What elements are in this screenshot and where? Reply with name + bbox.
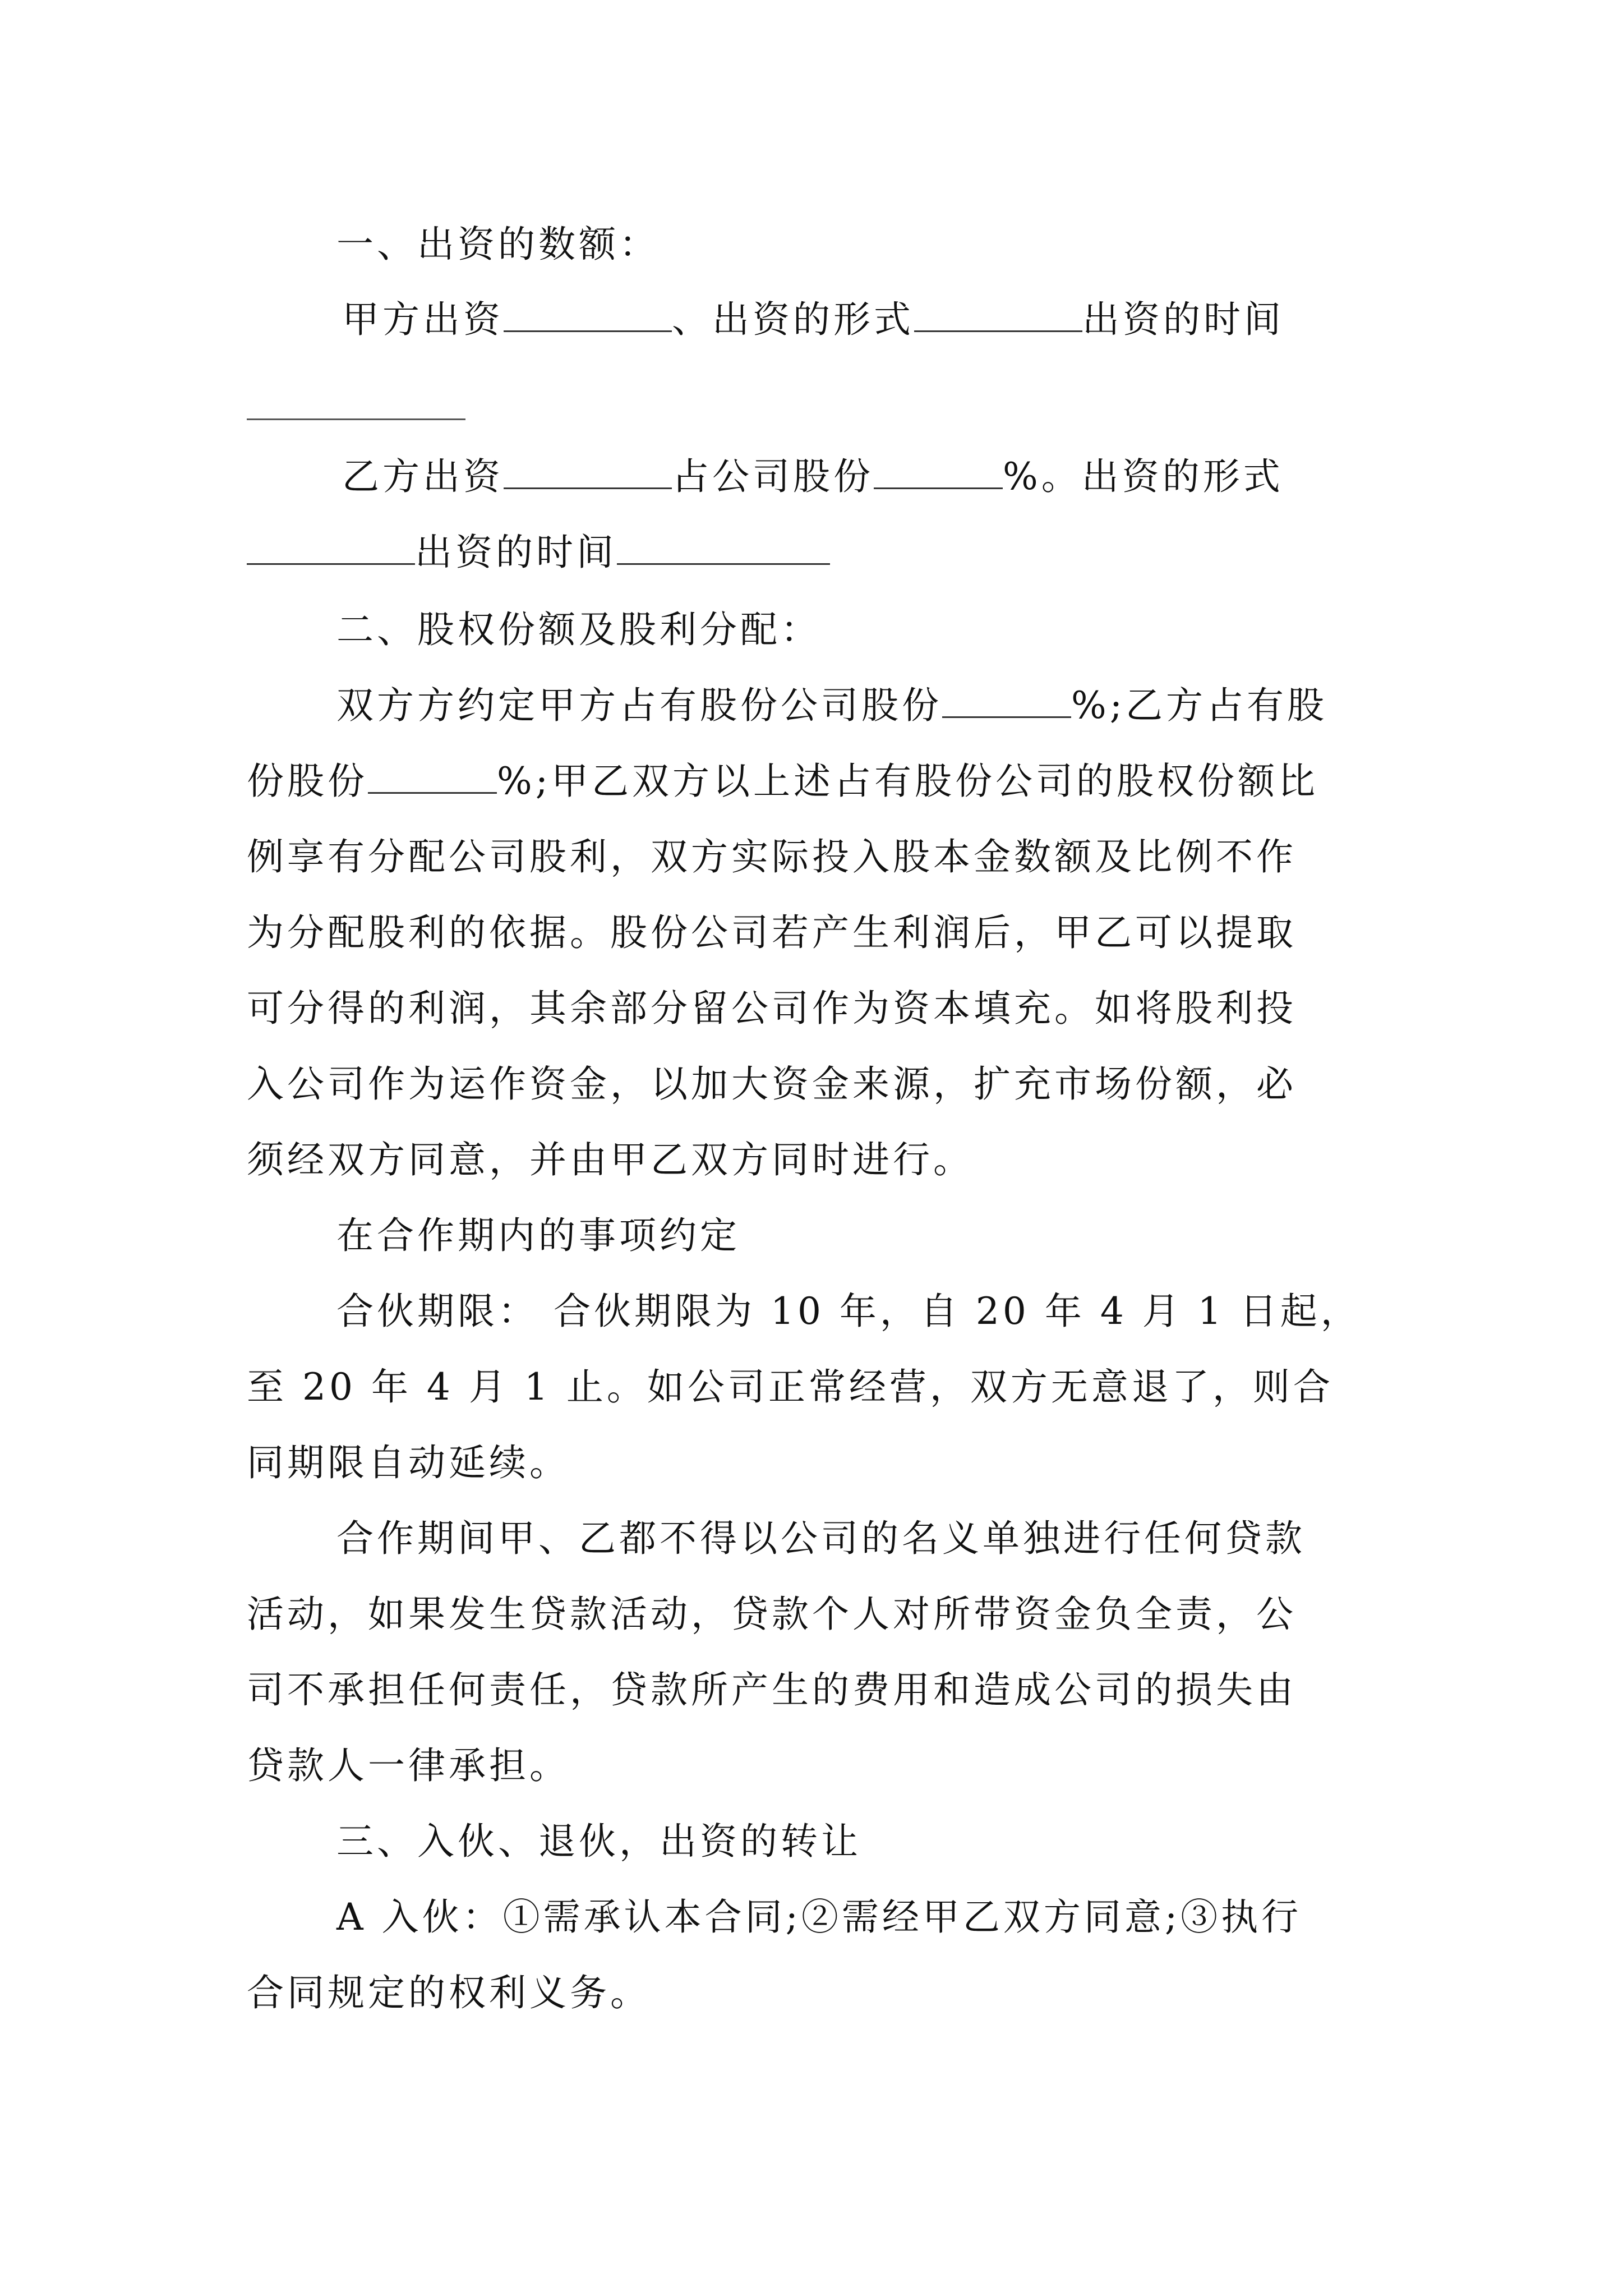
section-2-line-5	[247, 975, 1391, 1042]
section-2-line-3	[247, 823, 1391, 891]
text-segment: 为分配股利的依据。股份公司若产生利润后，甲乙可以提取	[247, 911, 1297, 954]
loan-line-1	[336, 1505, 1391, 1572]
fill-in-blank[interactable]	[942, 684, 1071, 718]
fill-in-blank[interactable]	[368, 760, 497, 794]
heading-text: 在合作期内的事项约定	[336, 1214, 740, 1257]
term-line-2	[247, 1354, 1391, 1421]
section-2-line-1	[336, 672, 1391, 739]
text-segment: 合伙期限： 合伙期限为 10 年，自 20 年 4 月 1 日起，	[336, 1290, 1361, 1333]
section-2-line-2	[247, 748, 1391, 815]
text-segment: %。出资的形式	[1003, 455, 1284, 498]
text-segment: 贷款人一律承担。	[247, 1744, 570, 1787]
text-segment: 司不承担任何责任，贷款所产生的费用和造成公司的损失由	[247, 1668, 1297, 1711]
text-segment: 份股份	[247, 760, 368, 803]
text-segment: 出资的时间	[1082, 298, 1284, 341]
text-segment: 合同规定的权利义务。	[247, 1971, 651, 2014]
section-2-line-4	[247, 899, 1391, 967]
text-segment: 至 20 年 4 月 1 止。如公司正常经营，双方无意退了，则合	[247, 1365, 1334, 1409]
section-2-line-6	[247, 1051, 1391, 1118]
section-2-heading	[336, 596, 1391, 664]
text-segment: 活动，如果发生贷款活动，贷款个人对所带资金负全责，公	[247, 1593, 1297, 1636]
section-3-line-1	[336, 1884, 1391, 1951]
text-segment: 可分得的利润，其余部分留公司作为资本填充。如将股利投	[247, 987, 1297, 1030]
text-segment: A 入伙：①需承认本合同;②需经甲乙双方同意;③执行	[336, 1895, 1302, 1939]
text-segment: 例享有分配公司股利，双方实际投入股本金数额及比例不作	[247, 835, 1297, 878]
fill-in-blank[interactable]	[247, 531, 415, 565]
party-b-time-line	[247, 519, 1391, 586]
term-line-3	[247, 1429, 1391, 1497]
loan-line-4	[247, 1732, 1391, 1800]
text-segment: 入公司作为运作资金，以加大资金来源，扩充市场份额，必	[247, 1062, 1297, 1106]
text-segment: 甲方出资	[342, 298, 504, 341]
loan-line-3	[247, 1657, 1391, 1724]
loan-line-2	[247, 1581, 1391, 1648]
text-segment: 同期限自动延续。	[247, 1441, 570, 1484]
fill-in-blank[interactable]	[504, 455, 672, 489]
section-2-line-7	[247, 1126, 1391, 1194]
section-1-heading	[336, 211, 1391, 278]
text-segment: 双方方约定甲方占有股份公司股份	[336, 684, 942, 727]
fill-in-blank[interactable]	[504, 298, 672, 332]
party-b-investment-line	[342, 443, 1391, 510]
term-heading	[336, 1202, 1391, 1269]
section-3-heading	[336, 1808, 1391, 1875]
heading-text: 一、出资的数额：	[336, 223, 660, 266]
fill-in-blank-standalone[interactable]	[247, 418, 465, 420]
text-segment: 出资的时间	[415, 531, 617, 574]
text-segment: 、出资的形式	[672, 298, 914, 341]
text-segment: 占公司股份	[672, 455, 874, 498]
fill-in-blank[interactable]	[617, 531, 830, 565]
heading-text: 二、股权份额及股利分配：	[336, 608, 821, 651]
text-segment: %;甲乙双方以上述占有股份公司的股权份额比	[497, 760, 1318, 803]
text-segment: %;乙方占有股	[1071, 684, 1327, 727]
text-segment: 须经双方同意，并由甲乙双方同时进行。	[247, 1138, 974, 1181]
party-a-investment-line	[342, 286, 1391, 353]
fill-in-blank[interactable]	[914, 298, 1082, 332]
fill-in-blank[interactable]	[874, 455, 1003, 489]
heading-text: 三、入伙、退伙，出资的转让	[336, 1820, 861, 1863]
text-segment: 合作期间甲、乙都不得以公司的名义单独进行任何贷款	[336, 1517, 1306, 1560]
section-3-line-2	[247, 1959, 1391, 2027]
text-segment: 乙方出资	[342, 455, 504, 498]
term-line-1	[336, 1278, 1391, 1345]
